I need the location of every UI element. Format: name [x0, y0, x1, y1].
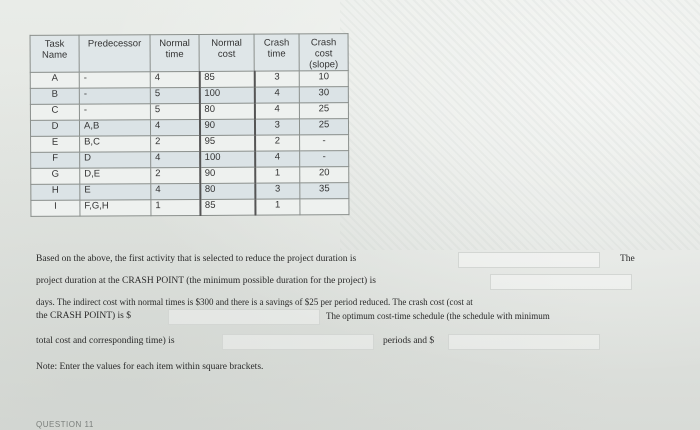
cell-predecessor: E: [80, 184, 151, 200]
cell-crash-cost: -: [300, 151, 349, 167]
header-normal-cost: Normal cost: [199, 34, 254, 71]
cell-predecessor: -: [79, 72, 150, 88]
cell-predecessor: -: [79, 88, 150, 104]
header-normal-time: Normal time: [150, 34, 199, 71]
next-question-label: QUESTION 11: [36, 420, 94, 429]
cell-crash-cost: 20: [300, 167, 349, 183]
cell-normal-cost: 95: [200, 135, 255, 151]
cell-normal-cost: 80: [200, 183, 255, 199]
cell-normal-cost: 90: [199, 119, 254, 135]
cell-predecessor: B,C: [80, 136, 151, 152]
cell-normal-cost: 80: [199, 103, 254, 119]
cell-crash-time: 1: [255, 167, 300, 183]
cell-normal-cost: 100: [200, 151, 255, 167]
question-line-1-tail: The: [620, 254, 635, 264]
cell-crash-cost: 25: [299, 119, 348, 135]
header-predecessor: Predecessor: [79, 35, 150, 72]
answer-first-activity-input[interactable]: [458, 252, 600, 268]
cell-task: C: [30, 104, 79, 120]
cell-crash-time: 3: [254, 119, 299, 135]
table-row: [30, 119, 348, 137]
cell-crash-cost: 10: [299, 71, 348, 87]
cell-normal-cost: 90: [200, 167, 255, 183]
answer-crash-cost-input[interactable]: [168, 309, 320, 325]
cell-normal-time: 4: [151, 183, 200, 199]
cell-task: E: [31, 136, 80, 152]
cell-task: B: [30, 88, 79, 104]
cell-crash-cost: [300, 199, 349, 215]
cell-normal-time: 2: [151, 167, 200, 183]
header-crash-cost: Crash cost (slope): [299, 34, 348, 71]
question-line-5a: total cost and corresponding time) is: [36, 336, 175, 346]
table-row: [31, 167, 349, 185]
table-row: [31, 135, 349, 153]
cell-crash-cost: 35: [300, 183, 349, 199]
table-row: [31, 151, 349, 169]
question-line-1: Based on the above, the first activity that is selected to reduce the project duration is: [36, 254, 357, 264]
cell-predecessor: A,B: [79, 120, 150, 136]
cell-crash-time: 4: [254, 87, 299, 103]
cell-crash-time: 1: [255, 199, 300, 215]
header-task-name: Task Name: [30, 35, 79, 72]
answer-crash-duration-input[interactable]: [490, 274, 632, 290]
question-line-5b: periods and $: [383, 336, 435, 346]
table-row: [30, 87, 348, 105]
cell-normal-cost: 85: [200, 199, 255, 215]
cell-predecessor: -: [79, 104, 150, 120]
cell-task: G: [31, 168, 80, 184]
cell-normal-time: 2: [151, 135, 200, 151]
cell-normal-time: 4: [150, 71, 199, 87]
cell-crash-time: 3: [254, 71, 299, 87]
cell-predecessor: F,G,H: [80, 200, 151, 216]
crash-cost-table: [30, 33, 350, 217]
cell-task: H: [31, 184, 80, 200]
cell-crash-time: 3: [255, 183, 300, 199]
cell-crash-time: 4: [255, 151, 300, 167]
cell-task: D: [30, 120, 79, 136]
cell-normal-time: 5: [150, 87, 199, 103]
answer-optimum-periods-input[interactable]: [222, 334, 374, 350]
cell-normal-time: 5: [150, 103, 199, 119]
background-texture: [340, 0, 700, 250]
cell-normal-time: 4: [151, 151, 200, 167]
table-row: [30, 71, 348, 89]
cell-normal-time: 1: [151, 199, 200, 215]
cell-crash-cost: 25: [299, 103, 348, 119]
question-line-4a: the CRASH POINT) is $: [36, 311, 132, 321]
question-line-4b: The optimum cost-time schedule (the schedule with minimum: [326, 311, 550, 321]
question-line-2: project duration at the CRASH POINT (the minimum possible duration for the project) is: [36, 276, 376, 286]
cell-crash-cost: -: [300, 135, 349, 151]
cell-predecessor: D: [80, 152, 151, 168]
table-header-row: [30, 34, 348, 73]
cell-crash-time: 2: [255, 135, 300, 151]
cell-normal-cost: 85: [199, 71, 254, 87]
note-text: Note: Enter the values for each item within square brackets.: [36, 362, 264, 372]
table-row: [30, 103, 348, 121]
cell-task: I: [31, 200, 80, 216]
table-row: [31, 183, 349, 201]
cell-normal-cost: 100: [199, 87, 254, 103]
cell-task: A: [30, 72, 79, 88]
question-line-3: days. The indirect cost with normal times is $300 and there is a savings of $25 per period reduced. The crash cost (cost at: [36, 297, 473, 307]
table-row: [31, 199, 349, 217]
cell-task: F: [31, 152, 80, 168]
cell-crash-cost: 30: [299, 87, 348, 103]
header-crash-time: Crash time: [254, 34, 299, 71]
cell-crash-time: 4: [254, 103, 299, 119]
answer-optimum-cost-input[interactable]: [448, 334, 600, 350]
cell-normal-time: 4: [150, 119, 199, 135]
cell-predecessor: D,E: [80, 168, 151, 184]
